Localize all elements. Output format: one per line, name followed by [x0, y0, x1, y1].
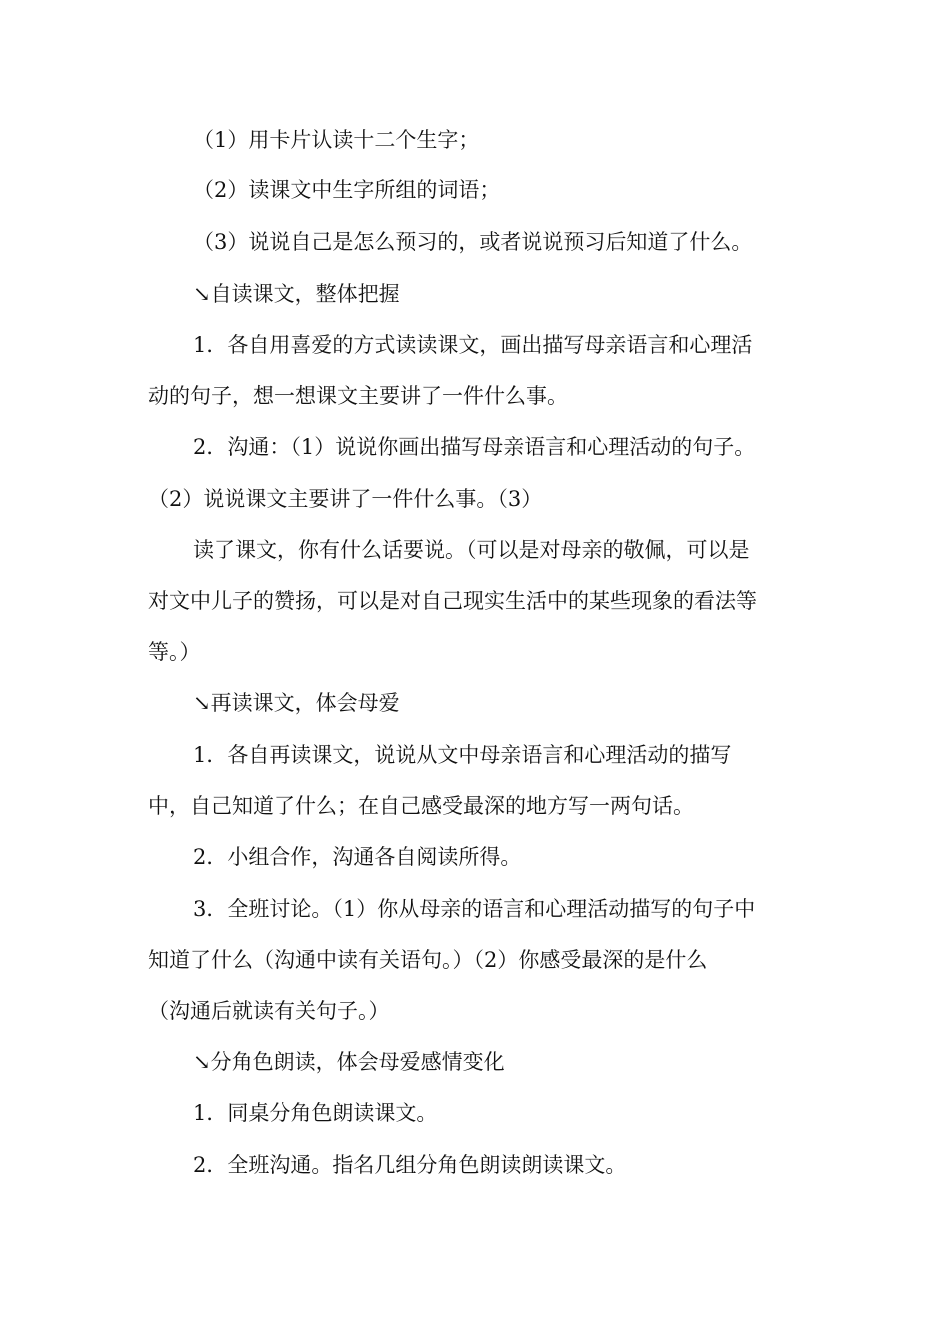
text-line: 知道了什么（沟通中读有关语句。）（2）你感受最深的是什么 [148, 948, 708, 972]
text-line: 对文中儿子的赞扬，可以是对自己现实生活中的某些现象的看法等 [148, 589, 757, 613]
section-heading: ↘自读课文，整体把握 [193, 282, 400, 306]
text-line: 2．全班沟通。指名几组分角色朗读朗读课文。 [193, 1153, 627, 1177]
text-line: 2．沟通：（1）说说你画出描写母亲语言和心理活动的句子。 [193, 435, 756, 459]
text-line: （2）读课文中生字所组的词语； [193, 178, 501, 202]
text-line: （2）说说课文主要讲了一件什么事。（3） [148, 487, 543, 511]
text-line: 等。） [148, 640, 201, 664]
text-line: （1）用卡片认读十二个生字； [193, 128, 480, 152]
text-line: 3．全班讨论。（1）你从母亲的语言和心理活动描写的句子中 [193, 897, 756, 921]
text-line: 中，自己知道了什么；在自己感受最深的地方写一两句话。 [148, 794, 694, 818]
section-heading: ↘分角色朗读，体会母爱感情变化 [193, 1050, 505, 1074]
text-line: 1．同桌分角色朗读课文。 [193, 1101, 438, 1125]
text-line: 动的句子，想一想课文主要讲了一件什么事。 [148, 384, 568, 408]
text-line: 1．各自再读课文，说说从文中母亲语言和心理活动的描写 [193, 743, 732, 767]
text-line: 1．各自用喜爱的方式读读课文，画出描写母亲语言和心理活 [193, 333, 753, 357]
text-line: （沟通后就读有关句子。） [148, 999, 390, 1023]
text-line: 读了课文，你有什么话要说。（可以是对母亲的敬佩，可以是 [193, 538, 750, 562]
text-line: （3）说说自己是怎么预习的，或者说说预习后知道了什么。 [193, 230, 753, 254]
text-line: 2．小组合作，沟通各自阅读所得。 [193, 845, 522, 869]
section-heading: ↘再读课文，体会母爱 [193, 691, 400, 715]
